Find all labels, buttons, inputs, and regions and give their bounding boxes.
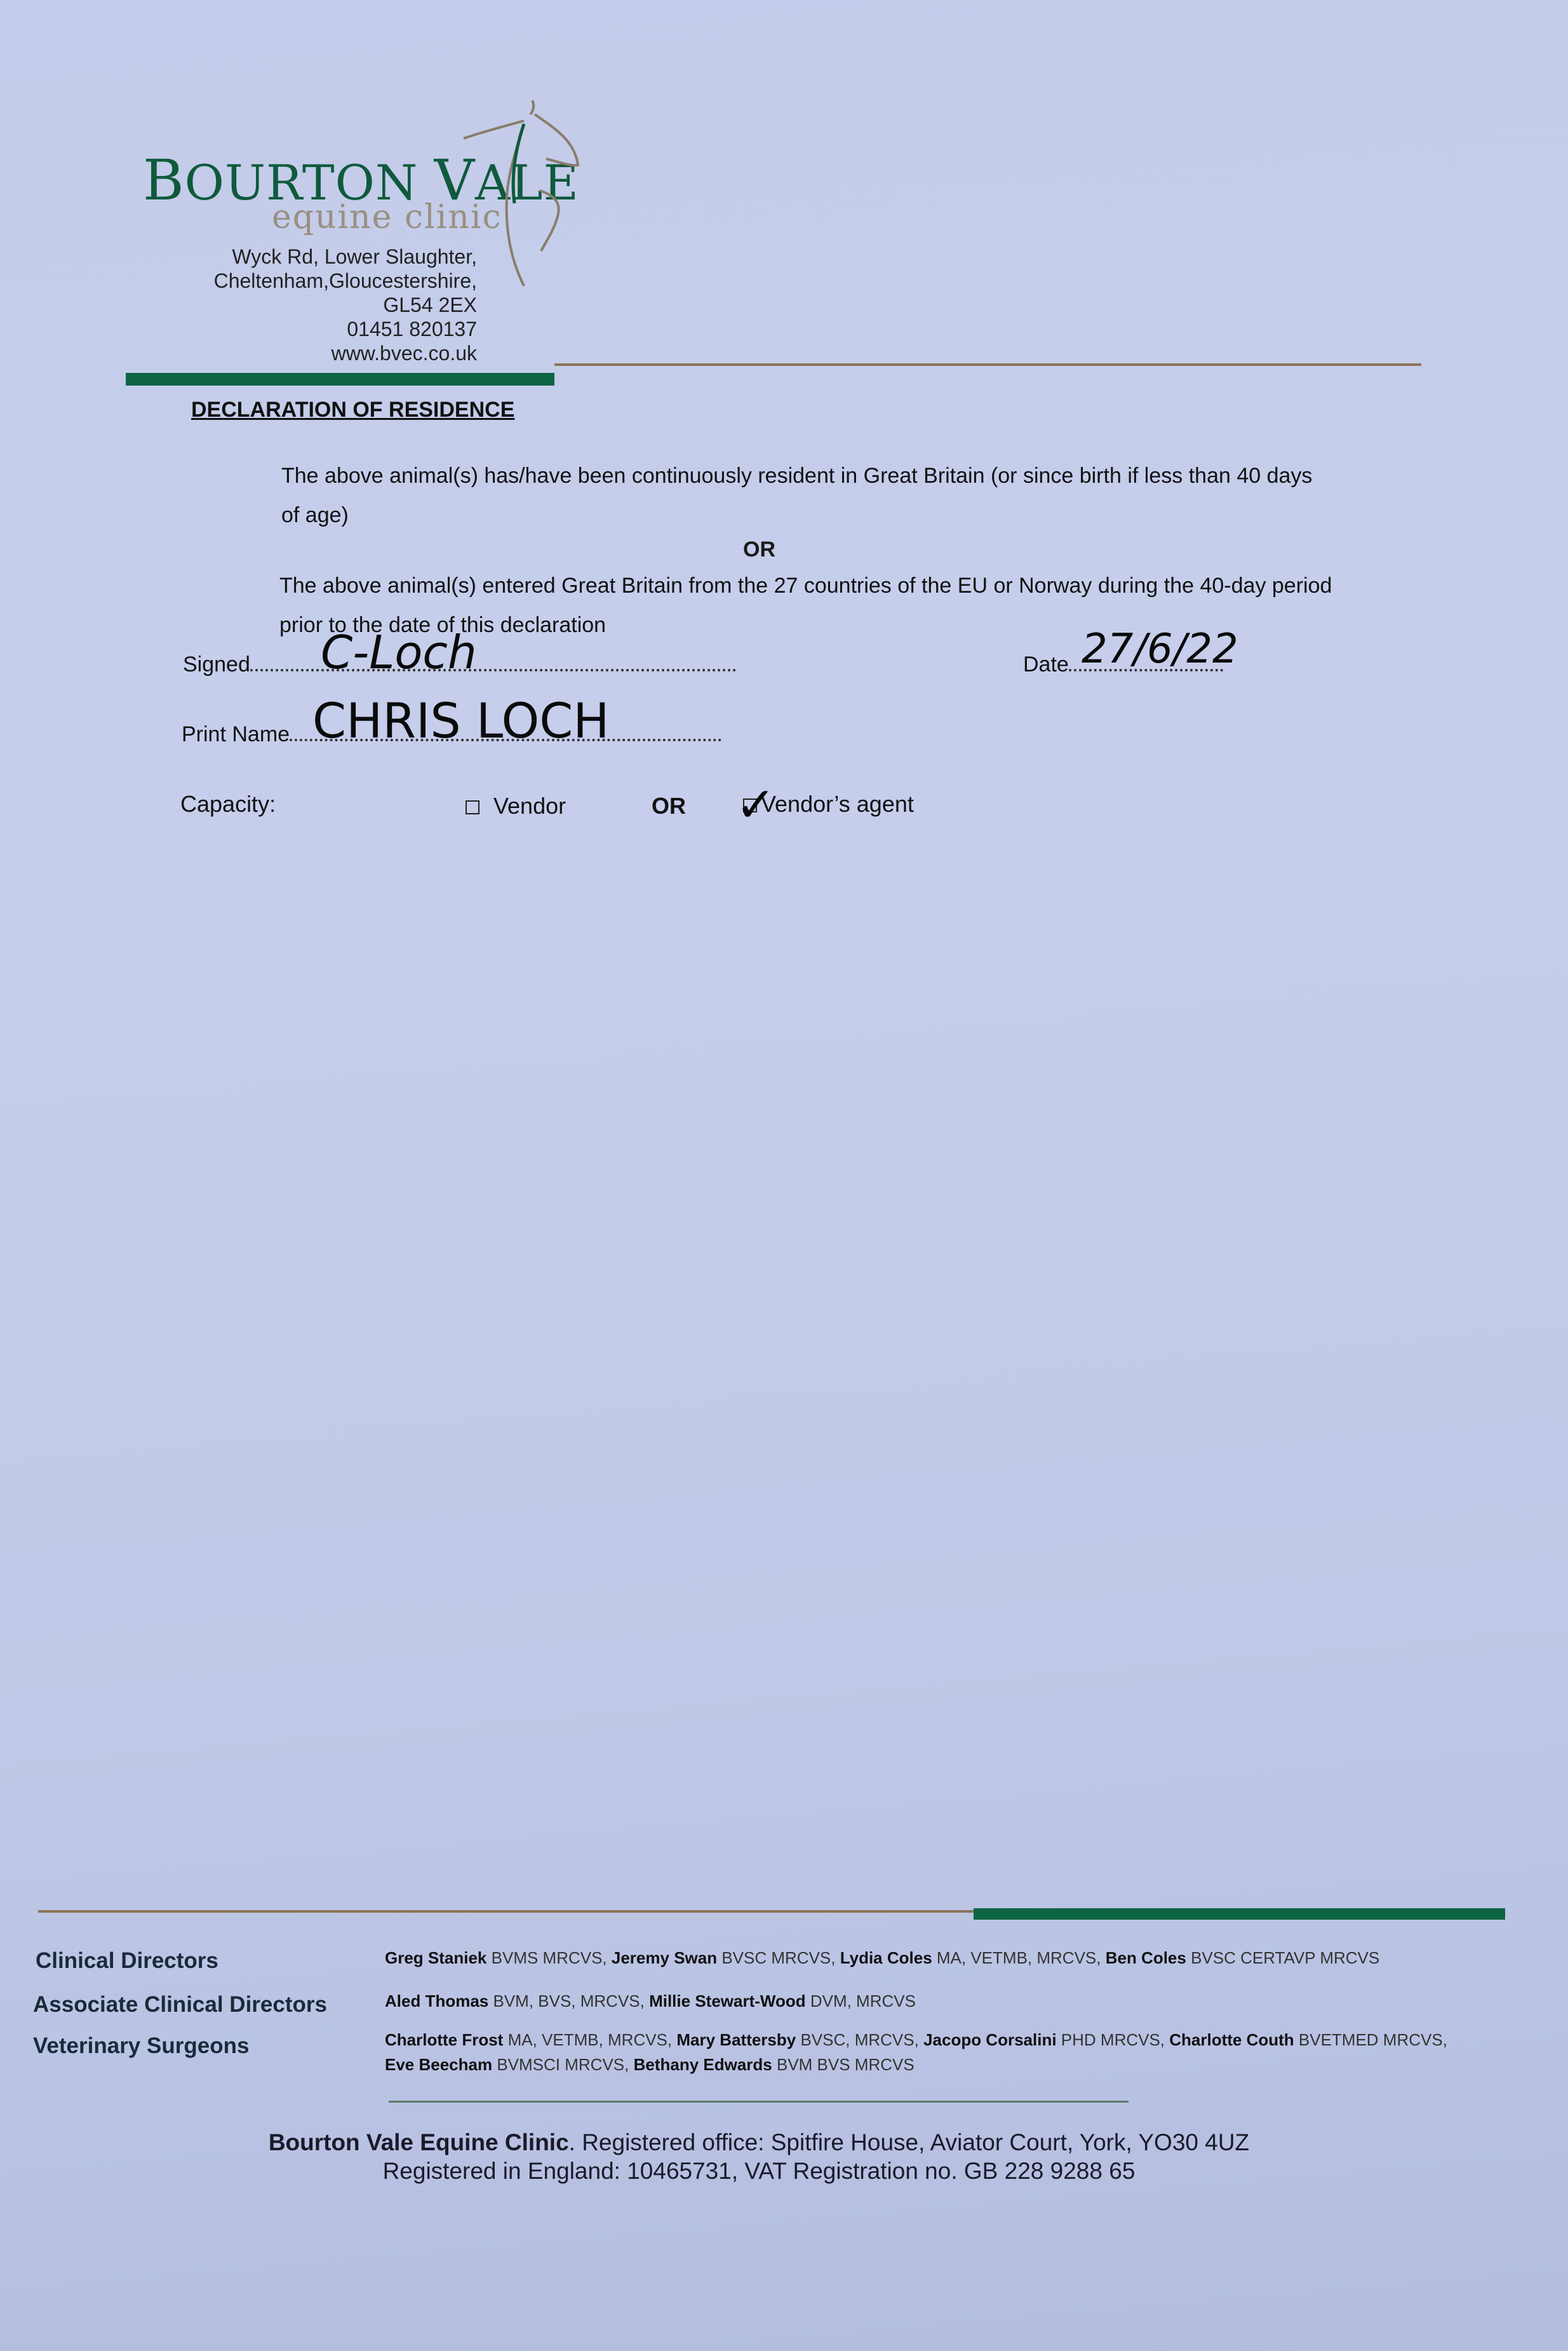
staff-qualifications: BVM BVS MRCVS bbox=[772, 2055, 915, 2074]
staff-name: Millie Stewart-Wood bbox=[649, 1991, 806, 2011]
clinic-address bbox=[214, 245, 477, 365]
print-name-value: CHRIS LOCH bbox=[312, 692, 610, 749]
declaration-title: DECLARATION OF RESIDENCE bbox=[191, 398, 515, 422]
logo-initial: B bbox=[143, 147, 185, 213]
staff-list bbox=[385, 2030, 1447, 2050]
staff-qualifications: BVSC CERTAVP MRCVS bbox=[1186, 1948, 1380, 1967]
staff-qualifications: BVMSCI MRCVS, bbox=[492, 2055, 634, 2074]
agent-label: Vendor’s agent bbox=[761, 791, 914, 817]
staff-name: Jeremy Swan bbox=[611, 1948, 718, 1967]
vendor-label: Vendor bbox=[493, 793, 566, 819]
address-line: GL54 2EX bbox=[383, 293, 477, 316]
staff-name: Mary Battersby bbox=[676, 2030, 796, 2049]
checkmark-icon: ✓ bbox=[735, 776, 776, 833]
staff-list bbox=[385, 1948, 1379, 1968]
logo-word-rest: OURTON bbox=[184, 154, 434, 211]
footer-mid-divider bbox=[389, 2101, 1129, 2103]
or-separator: OR bbox=[743, 537, 775, 562]
vendor-checkbox[interactable] bbox=[466, 800, 479, 814]
address-line: Cheltenham,Gloucestershire, bbox=[213, 269, 477, 292]
clinic-subtitle: equine clinic bbox=[272, 198, 502, 236]
print-name-label: Print Name bbox=[182, 722, 290, 746]
staff-name: Bethany Edwards bbox=[633, 2055, 772, 2074]
staff-list bbox=[385, 1991, 916, 2011]
staff-name: Eve Beecham bbox=[385, 2055, 493, 2074]
date-label: Date bbox=[1023, 652, 1069, 677]
horse-logo-icon bbox=[464, 95, 591, 349]
registration-numbers: Registered in England: 10465731, VAT Registration no. GB 228 9288 65 bbox=[382, 2158, 1136, 2184]
staff-list bbox=[385, 2055, 915, 2075]
capacity-label: Capacity: bbox=[180, 791, 276, 817]
staff-qualifications: PHD MRCVS, bbox=[1056, 2030, 1170, 2049]
registered-office-address: . Registered office: Spitfire House, Aviator Court, York, YO30 4UZ bbox=[568, 2129, 1250, 2155]
staff-name: Charlotte Couth bbox=[1169, 2030, 1294, 2049]
capacity-or: OR bbox=[652, 793, 686, 819]
staff-name: Ben Coles bbox=[1105, 1948, 1186, 1967]
staff-qualifications: BVETMED MRCVS, bbox=[1294, 2030, 1447, 2049]
staff-qualifications: BVSC, MRCVS, bbox=[796, 2030, 924, 2049]
date-value: 27/6/22 bbox=[1082, 626, 1238, 673]
staff-name: Lydia Coles bbox=[840, 1948, 932, 1967]
role-title: Veterinary Surgeons bbox=[33, 2033, 250, 2058]
staff-name: Jacopo Corsalini bbox=[923, 2030, 1057, 2049]
address-line: Wyck Rd, Lower Slaughter, bbox=[232, 245, 477, 268]
header-green-bar bbox=[126, 373, 554, 386]
staff-qualifications: DVM, MRCVS bbox=[805, 1991, 916, 2011]
capacity-vendor-option[interactable] bbox=[466, 793, 566, 819]
residence-option-1: The above animal(s) has/have been continuously resident in Great Britain (or since birth if less than 40 days of age) bbox=[281, 464, 1313, 527]
staff-qualifications: BVM, BVS, MRCVS, bbox=[488, 1991, 650, 2011]
logo-initial: V bbox=[434, 147, 476, 213]
role-title: Associate Clinical Directors bbox=[33, 1992, 327, 2017]
phone-number: 01451 820137 bbox=[347, 318, 477, 340]
residence-option-2: The above animal(s) entered Great Britain from the 27 countries of the EU or Norway during the 40-day period prior to the date of this declaration bbox=[279, 574, 1332, 637]
staff-name: Aled Thomas bbox=[385, 1991, 489, 2011]
staff-qualifications: BVMS MRCVS, bbox=[486, 1948, 612, 1967]
staff-qualifications: BVSC MRCVS, bbox=[717, 1948, 840, 1967]
staff-name: Charlotte Frost bbox=[385, 2030, 504, 2049]
footer-divider bbox=[38, 1910, 975, 1913]
signature-value: C-Loch bbox=[321, 626, 477, 679]
signed-label: Signed bbox=[183, 652, 250, 677]
website: www.bvec.co.uk bbox=[331, 342, 477, 365]
registered-office bbox=[0, 2129, 1518, 2156]
staff-qualifications: MA, VETMB, MRCVS, bbox=[503, 2030, 677, 2049]
header-divider bbox=[554, 363, 1421, 366]
footer-green-bar bbox=[974, 1908, 1505, 1920]
logo-word-rest: ALE bbox=[475, 154, 579, 211]
staff-name: Greg Staniek bbox=[385, 1948, 487, 1967]
role-title: Clinical Directors bbox=[36, 1948, 218, 1973]
registered-name: Bourton Vale Equine Clinic bbox=[268, 2129, 569, 2155]
staff-qualifications: MA, VETMB, MRCVS, bbox=[932, 1948, 1106, 1967]
